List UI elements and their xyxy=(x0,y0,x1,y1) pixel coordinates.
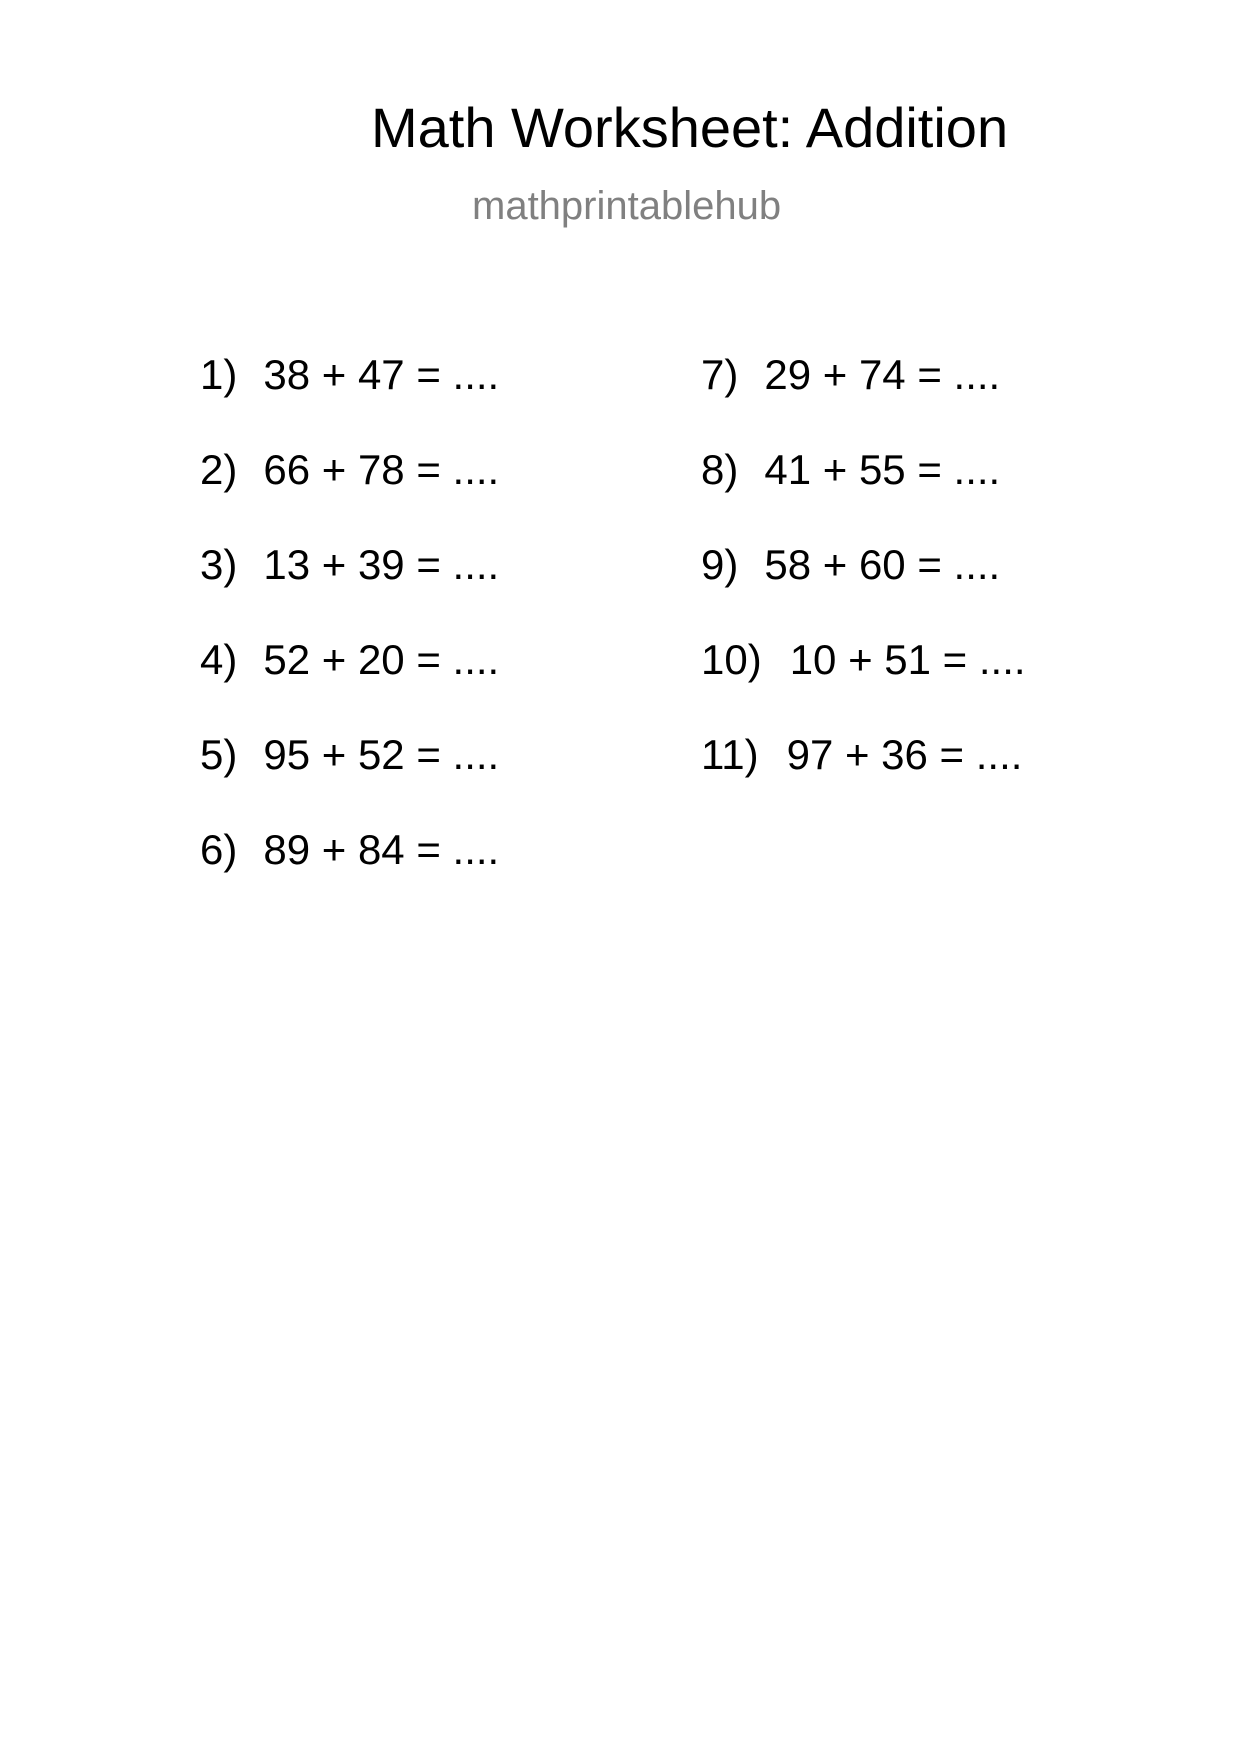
problem-item xyxy=(701,542,1026,637)
problem-number: 1) xyxy=(200,351,238,398)
problem-number: 8) xyxy=(701,446,739,493)
problem-item xyxy=(200,637,499,732)
problem-expression: 10 + 51 = .... xyxy=(789,636,1026,683)
problem-number: 5) xyxy=(200,731,238,778)
problem-expression: 29 + 74 = .... xyxy=(764,351,1001,398)
problem-number: 6) xyxy=(200,826,238,873)
problem-expression: 58 + 60 = .... xyxy=(764,541,1001,588)
problem-expression: 95 + 52 = .... xyxy=(263,731,500,778)
problem-number: 7) xyxy=(701,351,739,398)
problem-number: 10) xyxy=(701,636,762,683)
site-name: mathprintablehub xyxy=(472,184,782,228)
problem-number: 2) xyxy=(200,446,238,493)
problem-number: 9) xyxy=(701,541,739,588)
problem-number: 4) xyxy=(200,636,238,683)
problem-item xyxy=(701,352,1026,447)
problem-item xyxy=(701,637,1026,732)
problem-expression: 97 + 36 = .... xyxy=(786,731,1023,778)
problem-item xyxy=(701,732,1026,827)
problem-item xyxy=(200,732,499,827)
problem-expression: 38 + 47 = .... xyxy=(263,351,500,398)
problem-item xyxy=(200,352,499,447)
problem-expression: 52 + 20 = .... xyxy=(263,636,500,683)
problem-item xyxy=(200,827,499,922)
problems-right-column xyxy=(701,352,1026,827)
problem-expression: 41 + 55 = .... xyxy=(764,446,1001,493)
problem-number: 11) xyxy=(701,731,759,778)
problems-left-column xyxy=(200,352,499,922)
problem-number: 3) xyxy=(200,541,238,588)
problem-expression: 66 + 78 = .... xyxy=(263,446,500,493)
problem-item xyxy=(200,447,499,542)
problem-item xyxy=(701,447,1026,542)
problem-expression: 13 + 39 = .... xyxy=(263,541,500,588)
page-title: Math Worksheet: Addition xyxy=(371,96,1009,159)
problem-expression: 89 + 84 = .... xyxy=(263,826,500,873)
problem-item xyxy=(200,542,499,637)
